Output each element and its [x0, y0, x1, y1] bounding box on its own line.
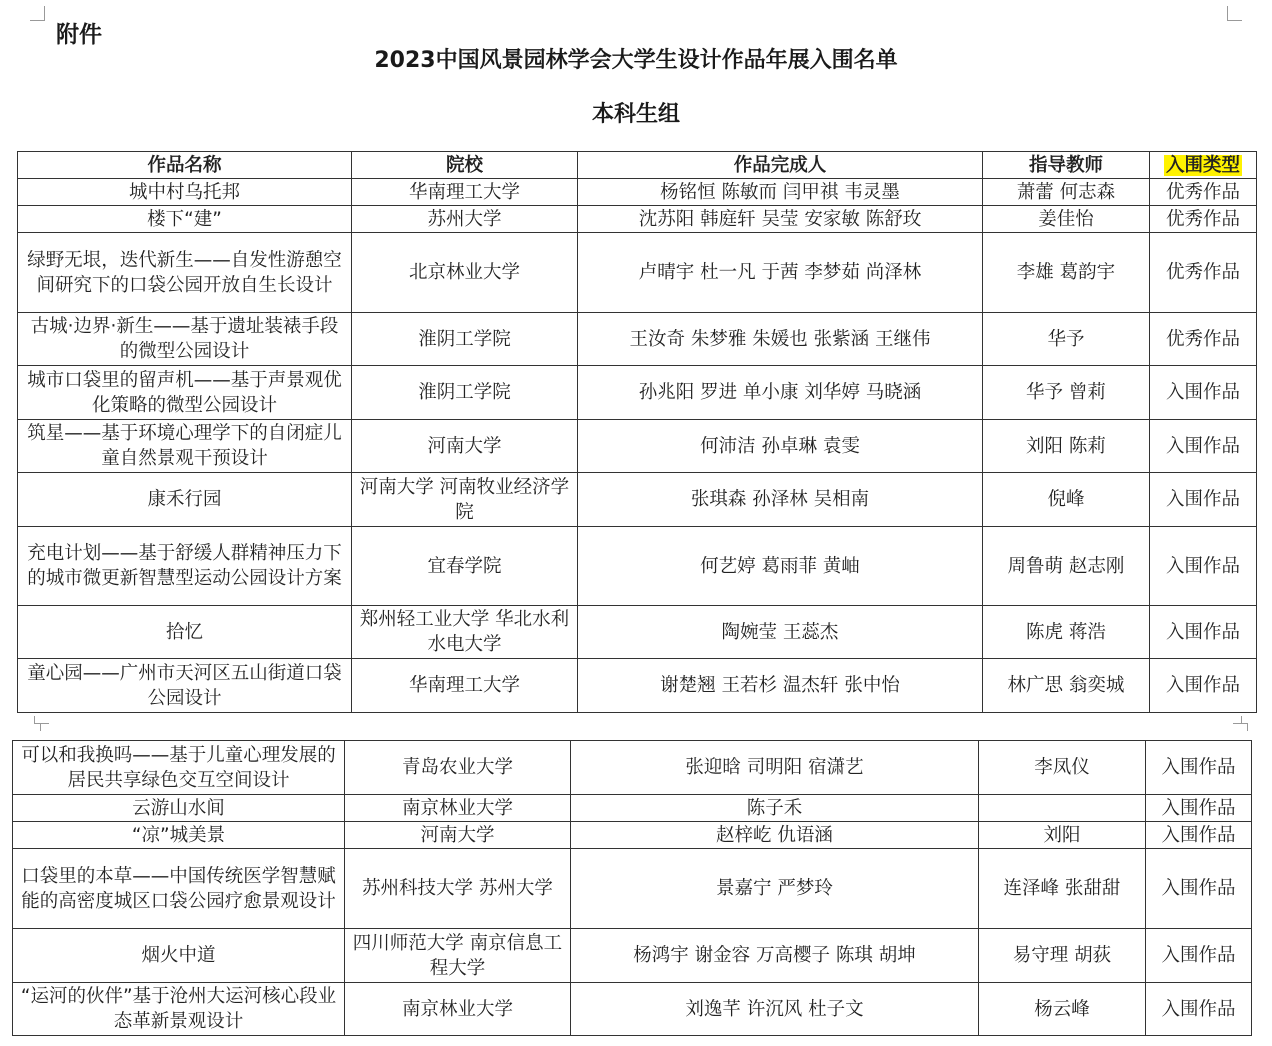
table-row [13, 822, 1252, 849]
cell-school: 北京林业大学 [352, 233, 578, 313]
cell-work-name: 童心园——广州市天河区五山街道口袋公园设计 [18, 659, 352, 713]
cell-type: 入围作品 [1146, 929, 1252, 983]
table-row [18, 527, 1257, 606]
cell-work-name: 云游山水间 [13, 795, 345, 822]
cell-type: 入围作品 [1150, 366, 1257, 420]
cell-members: 谢楚翘 王若杉 温杰轩 张中怡 [578, 659, 983, 713]
cell-work-name: 绿野无垠，迭代新生——自发性游憩空间研究下的口袋公园开放自生长设计 [18, 233, 352, 313]
column-header-work-name: 作品名称 [18, 152, 352, 179]
table-row [18, 366, 1257, 420]
cell-advisor: 刘阳 陈莉 [983, 420, 1150, 473]
column-header-type [1150, 152, 1257, 179]
table-row [18, 473, 1257, 527]
cell-advisor: 华予 曾莉 [983, 366, 1150, 420]
cell-school: 四川师范大学 南京信息工程大学 [345, 929, 571, 983]
cell-members: 陈子禾 [571, 795, 979, 822]
cell-advisor: 倪峰 [983, 473, 1150, 527]
cell-advisor: 姜佳怡 [983, 206, 1150, 233]
cell-advisor: 陈虎 蒋浩 [983, 606, 1150, 659]
cell-members: 沈苏阳 韩庭轩 吴莹 安家敏 陈舒玫 [578, 206, 983, 233]
table-row [18, 233, 1257, 313]
finalist-table-page-1 [17, 151, 1257, 713]
document-subtitle: 本科生组 [591, 102, 680, 127]
column-header-school: 院校 [352, 152, 578, 179]
cell-members: 景嘉宁 严梦玲 [571, 849, 979, 929]
cell-advisor: 连泽峰 张甜甜 [979, 849, 1146, 929]
table-row [18, 659, 1257, 713]
crop-mark-top-left [30, 6, 45, 21]
page-break-marks [0, 716, 1272, 730]
table-row [13, 741, 1252, 795]
cell-school: 宜春学院 [352, 527, 578, 606]
cell-work-name: “运河的伙伴”基于沧州大运河核心段业态革新景观设计 [13, 983, 345, 1036]
cell-advisor: 萧蕾 何志森 [983, 179, 1150, 206]
cell-type: 入围作品 [1150, 473, 1257, 527]
cell-work-name: 楼下“建” [18, 206, 352, 233]
cell-school: 苏州科技大学 苏州大学 [345, 849, 571, 929]
table-header-row [18, 152, 1257, 179]
cell-members: 何沛洁 孙卓琳 袁雯 [578, 420, 983, 473]
cell-advisor: 刘阳 [979, 822, 1146, 849]
column-header-advisor: 指导教师 [983, 152, 1150, 179]
attachment-label: 附件 [56, 22, 102, 48]
cell-work-name: 筑星——基于环境心理学下的自闭症儿童自然景观干预设计 [18, 420, 352, 473]
cell-school: 淮阴工学院 [352, 313, 578, 366]
cell-work-name: 拾忆 [18, 606, 352, 659]
cell-work-name: 烟火中道 [13, 929, 345, 983]
cell-work-name: 可以和我换吗——基于儿童心理发展的居民共享绿色交互空间设计 [13, 741, 345, 795]
column-header-type-highlight: 入围类型 [1165, 154, 1240, 176]
cell-type: 入围作品 [1150, 420, 1257, 473]
table-row [13, 849, 1252, 929]
cell-members: 张迎晗 司明阳 宿潇艺 [571, 741, 979, 795]
cell-work-name: 口袋里的本草——中国传统医学智慧赋能的高密度城区口袋公园疗愈景观设计 [13, 849, 345, 929]
cell-type: 入围作品 [1150, 606, 1257, 659]
cell-school: 郑州轻工业大学 华北水利水电大学 [352, 606, 578, 659]
table-row [18, 420, 1257, 473]
cell-members: 何艺婷 葛雨菲 黄岫 [578, 527, 983, 606]
cell-advisor: 周鲁萌 赵志刚 [983, 527, 1150, 606]
cell-members: 刘逸芊 许沉风 杜子文 [571, 983, 979, 1036]
cell-school: 华南理工大学 [352, 179, 578, 206]
cell-type: 入围作品 [1146, 822, 1252, 849]
cell-type: 优秀作品 [1150, 206, 1257, 233]
cell-school: 南京林业大学 [345, 983, 571, 1036]
finalist-table-page-2 [12, 740, 1252, 1036]
cell-type: 入围作品 [1146, 983, 1252, 1036]
cell-school: 青岛农业大学 [345, 741, 571, 795]
cell-advisor: 杨云峰 [979, 983, 1146, 1036]
cell-work-name: 康禾行园 [18, 473, 352, 527]
cell-type: 入围作品 [1146, 795, 1252, 822]
cell-advisor: 易守理 胡荻 [979, 929, 1146, 983]
cell-work-name: 充电计划——基于舒缓人群精神压力下的城市微更新智慧型运动公园设计方案 [18, 527, 352, 606]
cell-school: 河南大学 [352, 420, 578, 473]
column-header-members: 作品完成人 [578, 152, 983, 179]
table-row [18, 313, 1257, 366]
cell-type: 入围作品 [1150, 659, 1257, 713]
table-row [18, 179, 1257, 206]
table-row [18, 606, 1257, 659]
cell-members: 卢晴宇 杜一凡 于茜 李梦茹 尚泽林 [578, 233, 983, 313]
cell-type: 入围作品 [1146, 741, 1252, 795]
cell-members: 王汝奇 朱梦雅 朱媛也 张紫涵 王继伟 [578, 313, 983, 366]
cell-members: 赵梓屹 仇语涵 [571, 822, 979, 849]
cell-type: 优秀作品 [1150, 179, 1257, 206]
cell-work-name: 城中村乌托邦 [18, 179, 352, 206]
page-break-mark [1239, 723, 1248, 731]
cell-school: 淮阴工学院 [352, 366, 578, 420]
cell-type: 入围作品 [1146, 849, 1252, 929]
cell-type: 入围作品 [1150, 527, 1257, 606]
cell-advisor: 华予 [983, 313, 1150, 366]
cell-members: 张琪森 孙泽林 吴相南 [578, 473, 983, 527]
table-row [13, 983, 1252, 1036]
cell-members: 孙兆阳 罗进 单小康 刘华婷 马晓涵 [578, 366, 983, 420]
cell-advisor: 李凤仪 [979, 741, 1146, 795]
cell-school: 河南大学 河南牧业经济学院 [352, 473, 578, 527]
cell-type: 优秀作品 [1150, 233, 1257, 313]
page-break-mark [40, 723, 49, 731]
cell-members: 杨铭恒 陈敏而 闫甲祺 韦灵墨 [578, 179, 983, 206]
cell-members: 陶婉莹 王蕊杰 [578, 606, 983, 659]
cell-members: 杨鸿宇 谢金容 万高樱子 陈琪 胡坤 [571, 929, 979, 983]
table-row [13, 929, 1252, 983]
table-row [13, 795, 1252, 822]
cell-type: 优秀作品 [1150, 313, 1257, 366]
table-row [18, 206, 1257, 233]
crop-mark-top-right [1227, 6, 1242, 21]
cell-work-name: 城市口袋里的留声机——基于声景观优化策略的微型公园设计 [18, 366, 352, 420]
cell-school: 河南大学 [345, 822, 571, 849]
cell-advisor: 林广思 翁奕城 [983, 659, 1150, 713]
cell-work-name: 古城·边界·新生——基于遗址装裱手段的微型公园设计 [18, 313, 352, 366]
cell-work-name: “凉”城美景 [13, 822, 345, 849]
cell-school: 苏州大学 [352, 206, 578, 233]
cell-advisor: 李雄 葛韵宇 [983, 233, 1150, 313]
cell-school: 南京林业大学 [345, 795, 571, 822]
document-title: 2023中国风景园林学会大学生设计作品年展入围名单 [374, 48, 898, 73]
cell-advisor [979, 795, 1146, 822]
cell-school: 华南理工大学 [352, 659, 578, 713]
